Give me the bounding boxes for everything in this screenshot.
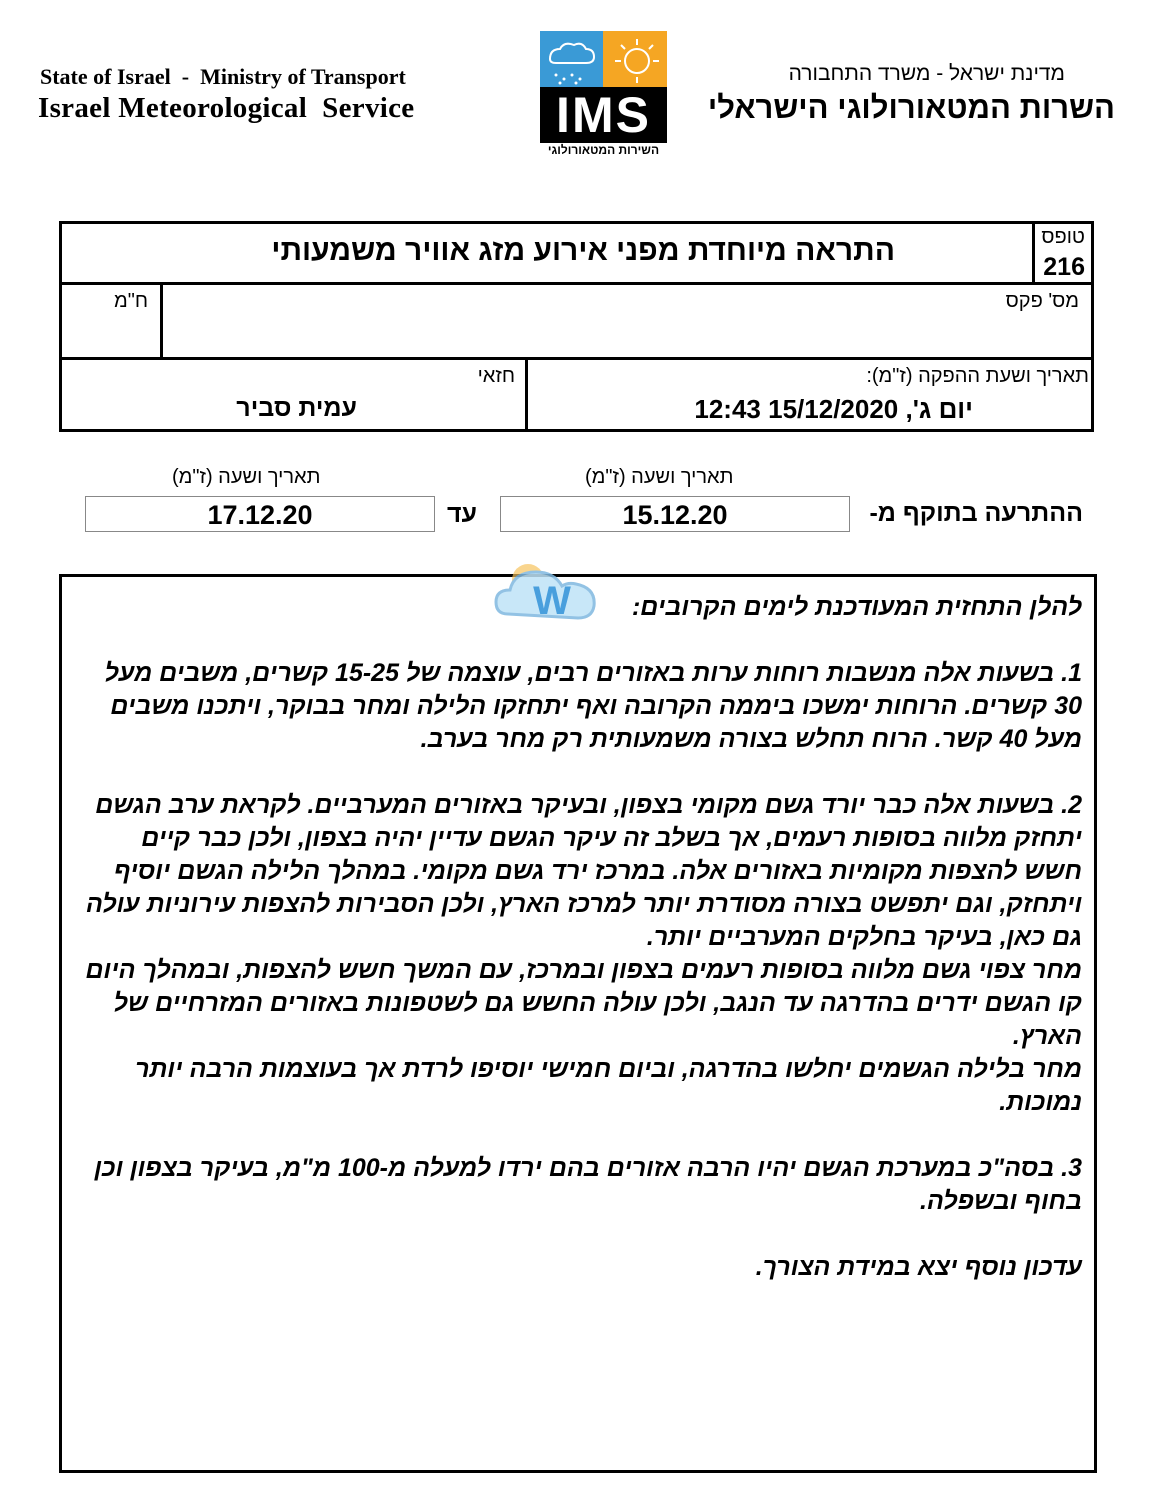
valid-from-datetime-label: תאריך ושעה (ז"מ): [585, 466, 734, 488]
svg-text:W: W: [533, 579, 571, 623]
validity-label: ההתרעה בתוקף מ-: [869, 499, 1083, 527]
forecast-paragraph-2c: מחר בלילה הגשמים יחלשו בהדרגה, וביום חמישי יוסיפו לרדת אך בעוצמות הרבה יותר נמוכות.: [135, 1055, 1082, 1116]
issue-datetime-label: תאריך ושעת ההפקה (ז"מ):: [866, 365, 1089, 387]
forecast-intro: להלן התחזית המעודכנת לימים הקרובים:: [631, 593, 1082, 621]
forecast-text: [78, 591, 1082, 1284]
logo-text: IMS: [540, 87, 667, 143]
ims-logo: [540, 31, 667, 160]
forecast-body-box: [59, 574, 1097, 1473]
fax-divider: [160, 282, 163, 357]
sun-icon: [603, 31, 667, 87]
form-number-divider: [1032, 224, 1035, 282]
form-label: טופס: [1041, 226, 1085, 248]
cloud-rain-icon: [540, 31, 603, 87]
valid-from-field: 15.12.20: [500, 496, 850, 532]
issue-datetime-value: יום ג', 15/12/2020 12:43: [694, 394, 973, 424]
forecast-paragraph-3: 3. בסה"כ במערכת הגשם יהיו הרבה אזורים בהם ירדו למעלה מ-100 מ"מ, בעיקר בצפון וכן בחוף ובשפלה.: [94, 1154, 1082, 1215]
form-title: התראה מיוחדת מפני אירוע מזג אוויר משמעותי: [271, 234, 895, 267]
forecaster-label: חזאי: [477, 365, 515, 387]
form-number: 216: [1043, 253, 1085, 281]
forecast-paragraph-2b: מחר צפוי גשם מלווה בסופות רעמים בצפון ובמרכז, עם המשך חשש להצפות, ובמהלך היום קו הגשם ידרים בהדרגה עד הנגב, ולכן עולה החשש גם לשטפונות באזורים המזרחיים של הארץ.: [85, 956, 1082, 1050]
forecast-closing: עדכון נוסף יצא במידת הצורך.: [755, 1253, 1082, 1281]
logo-caption: השירות המטאורולוגי: [547, 143, 660, 157]
forecast-paragraph-1: 1. בשעות אלה מנשבות רוחות ערות באזורים רבים, עוצמה של 15-25 קשרים, משבים מעל 30 קשרים. הרוחות ימשכו ביממה הקרובה ואף יתחזקו הלילה ומחר בבוקר, ויתכנו משבים מעל 40 קשר. הרוח תחלש בצורה משמעותית רק מחר בערב.: [104, 659, 1082, 753]
valid-to-datetime-label: תאריך ושעה (ז"מ): [172, 466, 321, 488]
forecast-paragraph-2a: 2. בשעות אלה כבר יורד גשם מקומי בצפון, ובעיקר באזורים המערביים. לקראת ערב הגשם יתחזק מלווה בסופות רעמים, אך בשלב זה עיקר הגשם עדיין יהיה בצפון, ולכן כבר קיים חשש להצפות מקומיות באזורים אלה. במרכז ירד גשם מקומי. במהלך הלילה הגשם יוסיף ויתחזק, וגם יתפשט בצורה מסודרת יותר למרכז הארץ, ולכן הסבירות להצפות עירוניות עולה גם כאן, בעיקר בחלקים המערביים יותר.: [85, 791, 1082, 951]
form-divider-1: [62, 282, 1091, 285]
watermark-logo-icon: [494, 558, 614, 638]
hm-label: ח"מ: [114, 290, 149, 312]
until-label: עד: [447, 500, 478, 528]
forecaster-name: עמית סביר: [236, 394, 357, 422]
fax-label: מס' פקס: [1005, 290, 1079, 312]
header-he-ministry: מדינת ישראל - משרד התחבורה: [788, 62, 1065, 85]
valid-to-field: 17.12.20: [85, 496, 435, 532]
form-divider-2: [62, 357, 1091, 360]
form-header-table: [59, 221, 1094, 432]
issue-divider: [525, 357, 528, 432]
header-he-service: השרות המטאורולוגי הישראלי: [707, 90, 1115, 125]
header-en-ministry: State of Israel - Ministry of Transport: [40, 64, 406, 89]
header-en-service: Israel Meteorological Service: [38, 92, 415, 124]
